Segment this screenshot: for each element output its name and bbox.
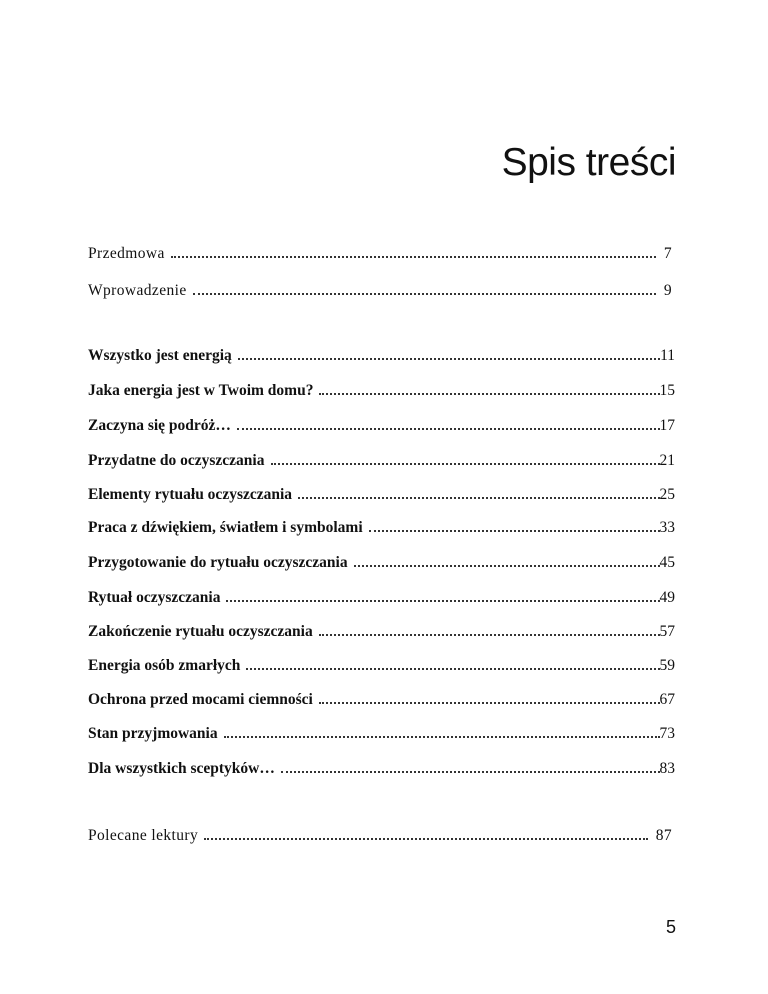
toc-entry-front	[88, 281, 672, 301]
toc-entry-label: Zaczyna się podróż…	[88, 417, 231, 434]
dot-leader	[319, 392, 659, 395]
toc-entry-label: Stan przyjmowania	[88, 725, 218, 742]
toc-entry-chapter	[88, 381, 675, 401]
dot-leader	[319, 633, 660, 636]
toc-entry-label: Wprowadzenie	[88, 282, 187, 299]
toc-entry-label: Przydatne do oczyszczania	[88, 452, 265, 469]
toc-entry-label: Przygotowanie do rytuału oczyszczania	[88, 554, 348, 571]
dot-leader	[319, 701, 660, 704]
toc-entry-label: Elementy rytuału oczyszczania	[88, 486, 293, 503]
toc-entry-label: Wszystko jest energią	[88, 347, 232, 364]
dot-leader	[369, 529, 660, 532]
toc-entry-page: 17	[659, 417, 675, 434]
toc-entry-page: 15	[659, 382, 675, 399]
toc-entry-back	[88, 826, 672, 846]
toc-entry-chapter	[88, 724, 675, 744]
toc-entry-chapter	[88, 588, 675, 608]
toc-entry-page: 67	[659, 691, 675, 708]
toc-entry-front	[88, 244, 672, 264]
dot-leader	[224, 735, 660, 738]
dot-leader	[281, 770, 660, 773]
toc-entry-label: Praca z dźwiękiem, światłem i symbolami	[88, 519, 363, 536]
toc-entry-page: 33	[659, 519, 675, 536]
toc-entry-label: Rytuał oczyszczania	[88, 589, 221, 606]
toc-entry-label: Energia osób zmarłych	[88, 657, 241, 674]
toc-entry-chapter	[88, 553, 675, 573]
dot-leader	[237, 427, 660, 430]
toc-entry-page: 87	[655, 827, 672, 844]
toc-entry-label: Dla wszystkich sceptyków…	[88, 760, 275, 777]
dot-leader	[354, 564, 660, 567]
toc-entry-page: 57	[659, 623, 675, 640]
toc-entry-chapter	[88, 656, 675, 676]
toc-entry-page: 21	[659, 452, 675, 469]
dot-leader	[226, 599, 659, 602]
toc-entry-chapter	[88, 451, 675, 471]
dot-leader	[298, 496, 659, 499]
dot-leader	[238, 357, 660, 360]
toc-entry-page: 59	[659, 657, 675, 674]
toc-entry-page: 45	[659, 554, 675, 571]
toc-entry-page: 9	[663, 282, 672, 299]
toc-entry-page: 11	[660, 347, 675, 364]
toc-entry-label: Ochrona przed mocami ciemności	[88, 691, 313, 708]
dot-leader	[246, 667, 659, 670]
dot-leader	[171, 255, 656, 258]
page-title: Spis treści	[501, 141, 676, 184]
toc-entry-page: 83	[659, 760, 675, 777]
toc-entry-chapter	[88, 416, 675, 436]
dot-leader	[193, 292, 656, 295]
toc-entry-chapter	[88, 759, 675, 779]
toc-entry-chapter	[88, 622, 675, 642]
toc-entry-label: Zakończenie rytuału oczyszczania	[88, 623, 313, 640]
page-number: 5	[665, 917, 676, 937]
toc-entry-label: Polecane lektury	[88, 827, 199, 844]
dot-leader	[204, 837, 648, 840]
toc-entry-chapter	[88, 346, 675, 366]
toc-entry-chapter	[88, 518, 675, 538]
toc-entry-label: Przedmowa	[88, 245, 165, 262]
toc-entry-chapter	[88, 485, 675, 505]
toc-entry-page: 25	[659, 486, 675, 503]
dot-leader	[271, 462, 660, 465]
toc-entry-label: Jaka energia jest w Twoim domu?	[88, 382, 314, 399]
toc-entry-page: 49	[659, 589, 675, 606]
toc-entry-chapter	[88, 690, 675, 710]
toc-entry-page: 73	[659, 725, 675, 742]
toc-entry-page: 7	[663, 245, 672, 262]
